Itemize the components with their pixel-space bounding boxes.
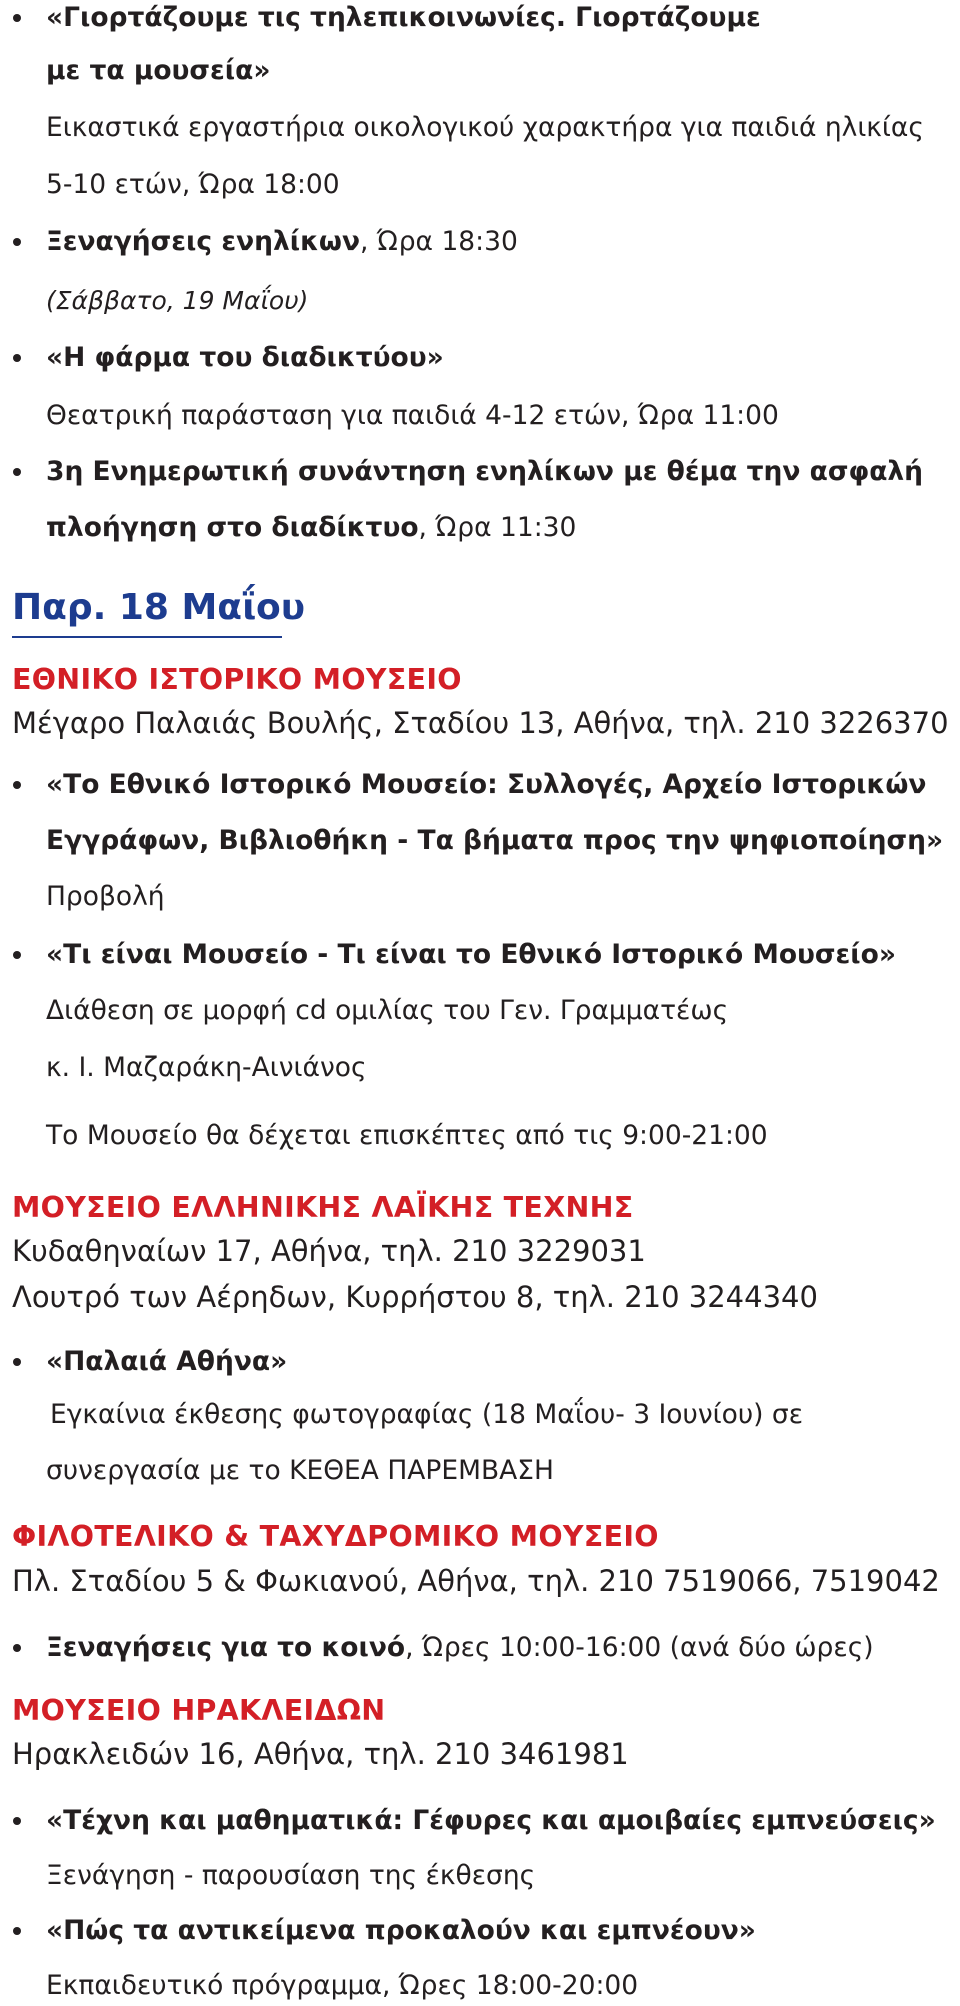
event-time: , Ώρα 18:30 — [360, 226, 518, 257]
museum-hours: Το Μουσείο θα δέχεται επισκέπτες από τις 9:00-21:00 — [46, 1120, 768, 1151]
event-desc-cont: 5-10 ετών, Ώρα 18:00 — [46, 169, 340, 200]
bullet-icon — [13, 1358, 21, 1366]
bullet-icon — [13, 238, 21, 246]
event-line — [46, 1632, 874, 1664]
bullet-icon — [13, 1927, 21, 1935]
museum-name: ΕΘΝΙΚΟ ΙΣΤΟΡΙΚΟ ΜΟΥΣΕΙΟ — [12, 663, 462, 696]
museum-name: ΜΟΥΣΕΙΟ ΗΡΑΚΛΕΙΔΩΝ — [12, 1694, 386, 1727]
bullet-icon — [13, 468, 21, 476]
event-desc: Εικαστικά εργαστήρια οικολογικού χαρακτήρα για παιδιά ηλικίας — [46, 112, 924, 143]
bullet-icon — [13, 781, 21, 789]
date-heading: Παρ. 18 Μαΐου — [12, 587, 306, 628]
event-time: , Ώρα 11:30 — [418, 512, 577, 543]
event-title: «Το Εθνικό Ιστορικό Μουσείο: Συλλογές, Αρχείο Ιστορικών — [46, 769, 927, 800]
event-desc-cont: συνεργασία με το ΚΕΘΕΑ ΠΑΡΕΜΒΑΣΗ — [46, 1455, 554, 1486]
event-title-cont: πλοήγηση στο διαδίκτυο — [46, 512, 419, 543]
event-title: «Παλαιά Αθήνα» — [46, 1346, 288, 1377]
event-desc: Θεατρική παράσταση για παιδιά 4-12 ετών, Ώρα 11:00 — [46, 400, 779, 431]
event-title-cont: με τα μουσεία» — [46, 55, 271, 86]
bullet-icon — [13, 1817, 21, 1825]
event-title: «Γιορτάζουμε τις τηλεπικοινωνίες. Γιορτάζουμε — [46, 2, 761, 33]
event-title: Ξεναγήσεις για το κοινό — [46, 1632, 406, 1663]
event-title: 3η Ενημερωτική συνάντηση ενηλίκων με θέμα την ασφαλή — [46, 456, 924, 487]
event-title: «Τι είναι Μουσείο - Τι είναι το Εθνικό Ιστορικό Μουσείο» — [46, 939, 896, 970]
date-underline — [12, 636, 282, 638]
event-line — [46, 512, 576, 544]
bullet-icon — [13, 354, 21, 362]
museum-address: Ηρακλειδών 16, Αθήνα, τηλ. 210 3461981 — [12, 1737, 629, 1771]
event-title: «Τέχνη και μαθηματικά: Γέφυρες και αμοιβαίες εμπνεύσεις» — [46, 1805, 936, 1836]
event-desc-cont: κ. Ι. Μαζαράκη-Αινιάνος — [46, 1052, 367, 1083]
museum-address: Λουτρό των Αέρηδων, Κυρρήστου 8, τηλ. 210 3244340 — [12, 1280, 818, 1314]
event-desc: Διάθεση σε μορφή cd ομιλίας του Γεν. Γραμματέως — [46, 995, 729, 1026]
event-desc: Εκπαιδευτικό πρόγραμμα, Ώρες 18:00-20:00 — [46, 1970, 639, 2001]
museum-name: ΜΟΥΣΕΙΟ ΕΛΛΗΝΙΚΗΣ ΛΑΪΚΗΣ ΤΕΧΝΗΣ — [12, 1191, 634, 1224]
event-title-cont: Εγγράφων, Βιβλιοθήκη - Τα βήματα προς την ψηφιοποίηση» — [46, 825, 944, 856]
event-line — [46, 226, 518, 258]
event-desc: Εγκαίνια έκθεσης φωτογραφίας (18 Μαΐου- 3 Ιουνίου) σε — [50, 1399, 804, 1430]
event-title: «Πώς τα αντικείμενα προκαλούν και εμπνέουν» — [46, 1915, 756, 1946]
bullet-icon — [13, 951, 21, 959]
museum-address: Κυδαθηναίων 17, Αθήνα, τηλ. 210 3229031 — [12, 1234, 646, 1268]
event-desc: Προβολή — [46, 881, 165, 912]
museum-address: Μέγαρο Παλαιάς Βουλής, Σταδίου 13, Αθήνα, τηλ. 210 3226370 — [12, 706, 949, 740]
event-title: «Η φάρμα του διαδικτύου» — [46, 342, 444, 373]
bullet-icon — [13, 1644, 21, 1652]
event-time: , Ώρες 10:00-16:00 (ανά δύο ώρες) — [405, 1632, 874, 1663]
museum-name: ΦΙΛΟΤΕΛΙΚΟ & ΤΑΧΥΔΡΟΜΙΚΟ ΜΟΥΣΕΙΟ — [12, 1520, 659, 1553]
event-desc: Ξενάγηση - παρουσίαση της έκθεσης — [46, 1860, 536, 1891]
day-note: (Σάββατο, 19 Μαΐου) — [46, 286, 309, 315]
bullet-icon — [13, 14, 21, 22]
museum-address: Πλ. Σταδίου 5 & Φωκιανού, Αθήνα, τηλ. 210 7519066, 7519042 — [12, 1564, 940, 1598]
event-title: Ξεναγήσεις ενηλίκων — [46, 226, 360, 257]
